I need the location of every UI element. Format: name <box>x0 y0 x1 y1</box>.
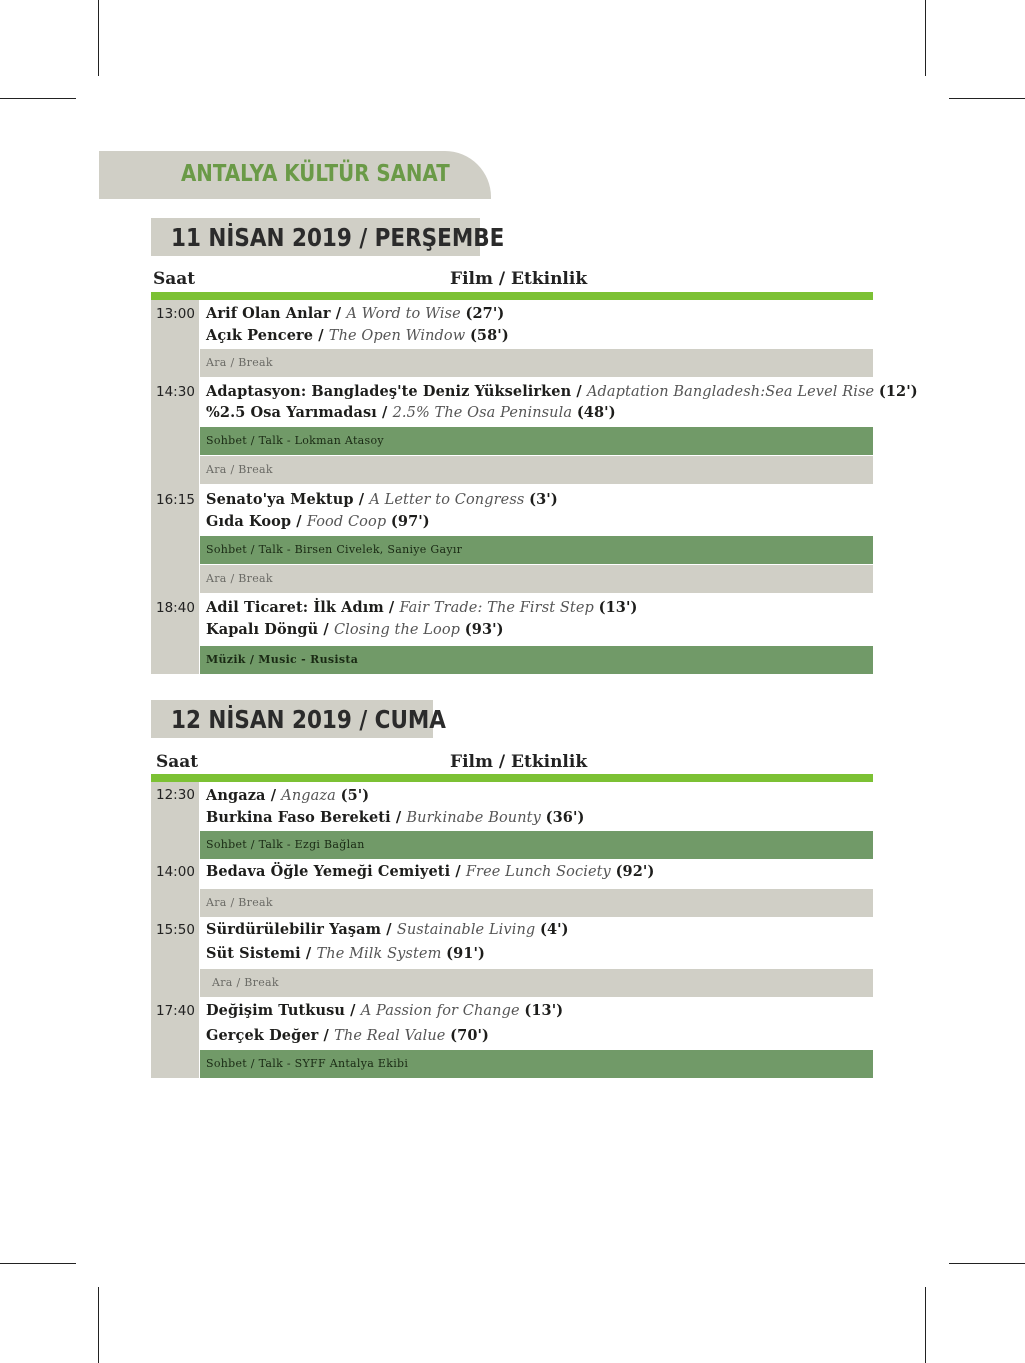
film-duration: (97') <box>390 513 430 530</box>
event-column-header: Film / Etkinlik <box>450 752 588 772</box>
talk-bar <box>200 427 873 455</box>
film-title-tr: Kapalı Döngü <box>206 621 319 638</box>
day-title-text: 11 NİSAN 2019 / PERŞEMBE <box>171 223 505 252</box>
film-entry: Adaptasyon: Bangladeş'te Deniz Yükselirken / Adaptation Bangladesh:Sea Level Rise (12') <box>206 383 918 400</box>
break-bar <box>200 565 873 593</box>
film-duration: (3') <box>529 491 558 508</box>
break-bar <box>200 889 873 917</box>
film-title-en: A Passion for Change <box>360 1003 520 1019</box>
film-title-en: A Letter to Congress <box>369 492 525 508</box>
talk-label: Sohbet / Talk - Ezgi Bağlan <box>206 838 365 851</box>
film-duration: (13') <box>524 1002 564 1019</box>
film-title-en: A Word to Wise <box>346 306 461 322</box>
film-duration: (92') <box>615 863 655 880</box>
film-entry: %2.5 Osa Yarımadası / 2.5% The Osa Peninsula (48') <box>206 404 616 421</box>
film-duration: (58') <box>469 327 509 344</box>
talk-bar <box>200 831 873 859</box>
film-title-tr: Arif Olan Anlar <box>206 305 331 322</box>
film-title-en: Closing the Loop <box>333 622 461 638</box>
event-column-header: Film / Etkinlik <box>450 269 588 289</box>
crop-mark <box>925 0 926 76</box>
film-duration: (91') <box>446 945 485 962</box>
film-title-tr: Bedava Öğle Yemeği Cemiyeti <box>206 863 451 880</box>
break-label: Ara / Break <box>212 976 279 989</box>
day-title-text: 12 NİSAN 2019 / CUMA <box>171 705 446 734</box>
break-label: Ara / Break <box>206 896 273 909</box>
break-label: Ara / Break <box>206 572 273 585</box>
break-bar <box>200 456 873 484</box>
film-entry: Sürdürülebilir Yaşam / Sustainable Living (4') <box>206 921 569 938</box>
film-entry: Bedava Öğle Yemeği Cemiyeti / Free Lunch Society (92') <box>206 863 655 880</box>
film-title-en: Burkinabe Bounty <box>406 810 541 826</box>
film-duration: (27') <box>465 305 505 322</box>
film-title-tr: Angaza <box>206 787 266 804</box>
film-entry: Arif Olan Anlar / A Word to Wise (27') <box>206 305 505 322</box>
break-bar <box>200 969 873 997</box>
talk-bar <box>200 536 873 564</box>
talk-label: Sohbet / Talk - Birsen Civelek, Saniye Gayır <box>206 543 463 556</box>
crop-mark <box>925 1287 926 1363</box>
time-column-header: Saat <box>153 269 196 289</box>
film-title-tr: Açık Pencere <box>206 327 314 344</box>
crop-mark <box>98 0 99 76</box>
slot-time: 12:30 <box>156 787 195 803</box>
film-title-tr: Sürdürülebilir Yaşam <box>206 921 382 938</box>
film-duration: (13') <box>598 599 638 616</box>
slot-time: 15:50 <box>156 922 195 938</box>
slot-time: 18:40 <box>156 600 195 616</box>
time-column-header: Saat <box>156 752 199 772</box>
film-title-en: Adaptation Bangladesh:Sea Level Rise <box>586 384 875 400</box>
film-title-en: Free Lunch Society <box>465 864 611 880</box>
talk-label: Sohbet / Talk - Lokman Atasoy <box>206 434 384 447</box>
music-label: Müzik / Music - Rusista <box>206 653 359 666</box>
music-bar <box>200 646 873 674</box>
film-title-en: The Milk System <box>316 946 442 962</box>
film-entry: Değişim Tutkusu / A Passion for Change (13') <box>206 1002 564 1019</box>
film-title-tr: Gerçek Değer <box>206 1027 319 1044</box>
crop-mark <box>949 1263 1025 1264</box>
film-title-en: The Open Window <box>328 328 466 344</box>
header-rule <box>151 774 873 782</box>
film-entry: Gerçek Değer / The Real Value (70') <box>206 1027 490 1044</box>
film-title-en: 2.5% The Osa Peninsula <box>392 405 573 421</box>
film-title-tr: %2.5 Osa Yarımadası <box>206 404 377 421</box>
film-title-en: Fair Trade: The First Step <box>399 600 594 616</box>
film-entry: Adil Ticaret: İlk Adım / Fair Trade: The First Step (13') <box>206 599 638 616</box>
film-duration: (48') <box>576 404 616 421</box>
talk-bar <box>200 1050 873 1078</box>
film-title-tr: Burkina Faso Bereketi <box>206 809 391 826</box>
film-entry: Angaza / Angaza (5') <box>206 787 370 804</box>
film-title-en: Sustainable Living <box>396 922 536 938</box>
break-bar <box>200 349 873 377</box>
day-title <box>151 218 505 256</box>
slot-time: 17:40 <box>156 1003 195 1019</box>
time-column <box>151 300 199 674</box>
film-title-en: Angaza <box>281 788 336 804</box>
film-title-tr: Adil Ticaret: İlk Adım <box>206 599 384 616</box>
venue-title: ANTALYA KÜLTÜR SANAT <box>181 161 450 187</box>
slot-time: 14:30 <box>156 384 195 400</box>
talk-label: Sohbet / Talk - SYFF Antalya Ekibi <box>206 1057 409 1070</box>
film-title-tr: Senato'ya Mektup <box>206 491 354 508</box>
film-entry: Açık Pencere / The Open Window (58') <box>206 327 509 344</box>
film-entry: Burkina Faso Bereketi / Burkinabe Bounty (36') <box>206 809 585 826</box>
film-title-en: Food Coop <box>306 514 387 530</box>
film-entry: Kapalı Döngü / Closing the Loop (93') <box>206 621 504 638</box>
film-entry: Gıda Koop / Food Coop (97') <box>206 513 430 530</box>
film-duration: (5') <box>340 787 370 804</box>
film-duration: (93') <box>464 621 504 638</box>
film-duration: (70') <box>450 1027 490 1044</box>
film-duration: (4') <box>539 921 569 938</box>
break-label: Ara / Break <box>206 463 273 476</box>
film-title-en: The Real Value <box>334 1028 446 1044</box>
film-duration: (12') <box>878 383 918 400</box>
day-title <box>151 700 446 738</box>
slot-time: 16:15 <box>156 492 195 508</box>
crop-mark <box>98 1287 99 1363</box>
crop-mark <box>949 98 1025 99</box>
film-title-tr: Değişim Tutkusu <box>206 1002 346 1019</box>
venue-tab <box>99 151 491 199</box>
crop-mark <box>0 98 76 99</box>
crop-mark <box>0 1263 76 1264</box>
break-label: Ara / Break <box>206 356 273 369</box>
film-duration: (36') <box>545 809 585 826</box>
film-title-tr: Gıda Koop <box>206 513 292 530</box>
header-rule <box>151 292 873 300</box>
slot-time: 13:00 <box>156 306 195 322</box>
film-title-tr: Süt Sistemi <box>206 945 301 962</box>
film-entry: Senato'ya Mektup / A Letter to Congress (3') <box>206 491 558 508</box>
film-entry: Süt Sistemi / The Milk System (91') <box>206 945 485 962</box>
slot-time: 14:00 <box>156 864 195 880</box>
film-title-tr: Adaptasyon: Bangladeş'te Deniz Yükselirken <box>206 383 572 400</box>
